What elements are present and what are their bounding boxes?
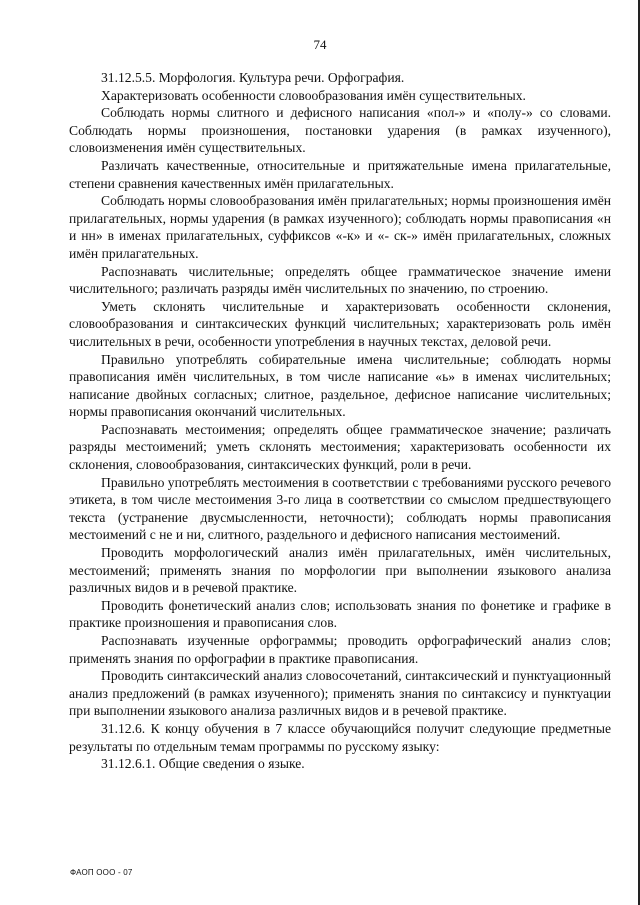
document-body [69,69,611,773]
paragraph: Проводить синтаксический анализ словосочетаний, синтаксический и пунктуационный анализ предложений (в рамках изученного); применять знания по синтаксису и пунктуации при выполнении языкового анализа различных видов и в речевой практике. [69,668,611,719]
paragraph: Различать качественные, относительные и притяжательные имена прилагательные, степени сравнения качественных имён прилагательных. [69,157,611,191]
document-footer: ФАОП ООО - 07 [70,868,133,877]
paragraph: Правильно употреблять местоимения в соответствии с требованиями русского речевого этикета, в том числе местоимения 3-го лица в соответствии со смыслом предшествующего текста (устранение двусмысленности, неточности); соблюдать нормы правописания местоимений с не и ни, слитного, раздельного и дефисного написания местоимений. [69,474,611,543]
section-heading-31-12-6: 31.12.6. К концу обучения в 7 классе обучающийся получит следующие предметные результаты по отдельным темам программы по русскому языку: [69,720,611,754]
paragraph: Проводить фонетический анализ слов; использовать знания по фонетике и графике в практике произношения и правописания слов. [69,597,611,631]
section-heading-31-12-5-5: 31.12.5.5. Морфология. Культура речи. Орфография. [101,70,405,85]
paragraph: Правильно употреблять собирательные имена числительные; соблюдать нормы правописания имён числительных, в том числе написание «ь» в именах числительных; написание двойных согласных; слитное, раздельное, дефисное написание числительных; нормы правописания окончаний числительных. [69,351,611,420]
paragraph: Характеризовать особенности словообразования имён существительных. [101,87,526,103]
page-number: 74 [313,37,327,52]
paragraph: Проводить морфологический анализ имён прилагательных, имён числительных, местоимений; применять знания по морфологии при выполнении языкового анализа различных видов и в речевой практике. [69,545,611,596]
paragraph: Распознавать местоимения; определять общее грамматическое значение; различать разряды местоимений; уметь склонять местоимения; характеризовать особенности их склонения, словообразования, синтаксических функций, роли в речи. [69,421,611,473]
paragraph: Соблюдать нормы слитного и дефисного написания «пол-» и «полу-» со словами. Соблюдать нормы произношения, постановки ударения (в рамках изученного), словоизменения имён существительных. [69,105,611,156]
paragraph: Соблюдать нормы словообразования имён прилагательных; нормы произношения имён прилагательных, нормы ударения (в рамках изученного); соблюдать нормы правописания «н и нн» в именах прилагательных, суффиксов «-к» и «- ск-» имён прилагательных, сложных имён прилагательных. [69,193,611,261]
paragraph: Уметь склонять числительные и характеризовать особенности склонения, словообразования и синтаксических функций числительных; характеризовать роль имён числительных в речи, особенности употребления в научных текстах, деловой речи. [69,298,611,349]
section-heading-31-12-6-1: 31.12.6.1. Общие сведения о языке. [101,756,305,772]
paragraph: Распознавать числительные; определять общее грамматическое значение имени числительного; различать разряды имён числительных по значению, по строению. [69,263,611,297]
paragraph: Распознавать изученные орфограммы; проводить орфографический анализ слов; применять знания по орфографии в практике правописания. [69,633,611,666]
